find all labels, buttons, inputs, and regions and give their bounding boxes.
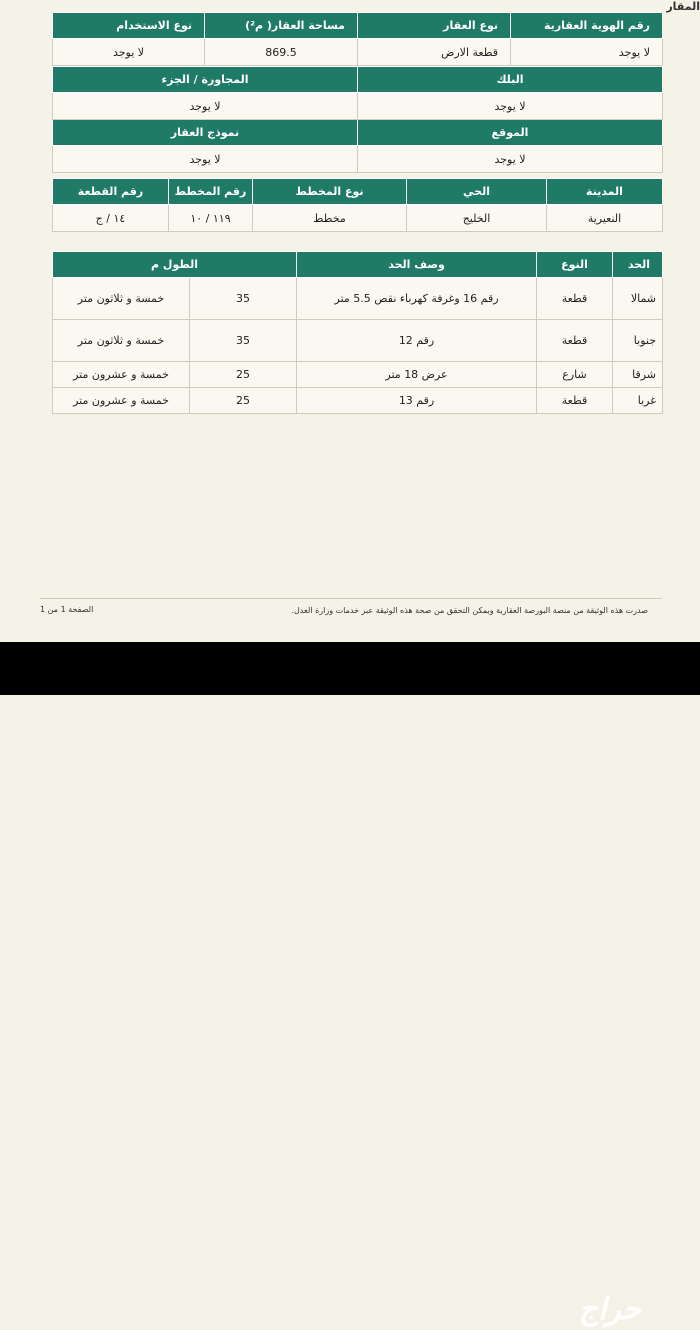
page-number: الصفحة 1 من 1 <box>40 605 94 614</box>
value-location: لا يوجد <box>358 146 663 173</box>
value-city: النعيرية <box>547 205 663 232</box>
bound-type: قطعة <box>537 278 613 320</box>
bound-type: شارع <box>537 362 613 388</box>
bounds-table <box>52 251 663 414</box>
header-plan-number: رقم المخطط <box>169 179 253 205</box>
header-property-type: نوع العقار <box>358 13 511 39</box>
header-location: الموقع <box>358 120 663 146</box>
header-property-area: مساحة العقار( م²) <box>205 13 358 39</box>
bound-description: رقم 16 وغرفة كهرباء نقص 5.5 متر <box>297 278 537 320</box>
bound-length-words: خمسة و ثلاثون متر <box>53 320 190 362</box>
value-property-area: 869.5 <box>205 39 358 66</box>
value-district: الخليج <box>407 205 547 232</box>
header-property-model: نموذج العقار <box>53 120 358 146</box>
bound-length-number: 35 <box>190 320 297 362</box>
header-description: وصف الحد <box>297 252 537 278</box>
value-usage-type: لا يوجد <box>53 39 205 66</box>
header-type: النوع <box>537 252 613 278</box>
bound-description: عرض 18 متر <box>297 362 537 388</box>
bound-length-number: 25 <box>190 362 297 388</box>
bound-side: شمالا <box>613 278 663 320</box>
footer-divider <box>40 598 662 599</box>
bound-description: رقم 12 <box>297 320 537 362</box>
header-block: البلك <box>358 67 663 93</box>
header-property-id: رقم الهوية العقارية <box>511 13 663 39</box>
bound-length-words: خمسة و عشرون متر <box>53 362 190 388</box>
bound-length-words: خمسة و ثلاثون متر <box>53 278 190 320</box>
document-page <box>0 0 700 642</box>
value-plot-number: ١٤ / ج <box>53 205 169 232</box>
value-block: لا يوجد <box>358 93 663 120</box>
value-property-type: قطعة الارض <box>358 39 511 66</box>
value-property-id: لا يوجد <box>511 39 663 66</box>
header-length: الطول م <box>53 252 297 278</box>
bound-side: غربا <box>613 388 663 414</box>
bound-type: قطعة <box>537 320 613 362</box>
bound-type: قطعة <box>537 388 613 414</box>
section-heading-fragment: المقار <box>666 0 700 13</box>
header-neighborhood-part: المجاورة / الجزء <box>53 67 358 93</box>
header-plot-number: رقم القطعة <box>53 179 169 205</box>
bound-length-words: خمسة و عشرون متر <box>53 388 190 414</box>
bound-side: جنوبا <box>613 320 663 362</box>
header-side: الحد <box>613 252 663 278</box>
header-plan-type: نوع المخطط <box>253 179 407 205</box>
bound-side: شرقا <box>613 362 663 388</box>
header-district: الحي <box>407 179 547 205</box>
value-plan-number: ١١٩ / ١٠ <box>169 205 253 232</box>
value-property-model: لا يوجد <box>53 146 358 173</box>
value-neighborhood-part: لا يوجد <box>53 93 358 120</box>
bottom-black-bar <box>0 642 700 1327</box>
header-usage-type: نوع الاستخدام <box>53 13 205 39</box>
bound-description: رقم 13 <box>297 388 537 414</box>
table-row <box>53 388 663 414</box>
table-row <box>53 278 663 320</box>
property-info-table <box>52 12 663 66</box>
bound-length-number: 35 <box>190 278 297 320</box>
header-city: المدينة <box>547 179 663 205</box>
plan-info-table <box>52 178 663 232</box>
table-row <box>53 362 663 388</box>
footer-verification-note: صدرت هذه الوثيقة من منصة البورصة العقارية ويمكن التحقق من صحة هذه الوثيقة عبر خدمات وزارة العدل. <box>291 606 648 615</box>
watermark-logo: حراج <box>578 1292 642 1327</box>
location-info-table <box>52 66 663 173</box>
value-plan-type: مخطط <box>253 205 407 232</box>
table-row <box>53 320 663 362</box>
bound-length-number: 25 <box>190 388 297 414</box>
